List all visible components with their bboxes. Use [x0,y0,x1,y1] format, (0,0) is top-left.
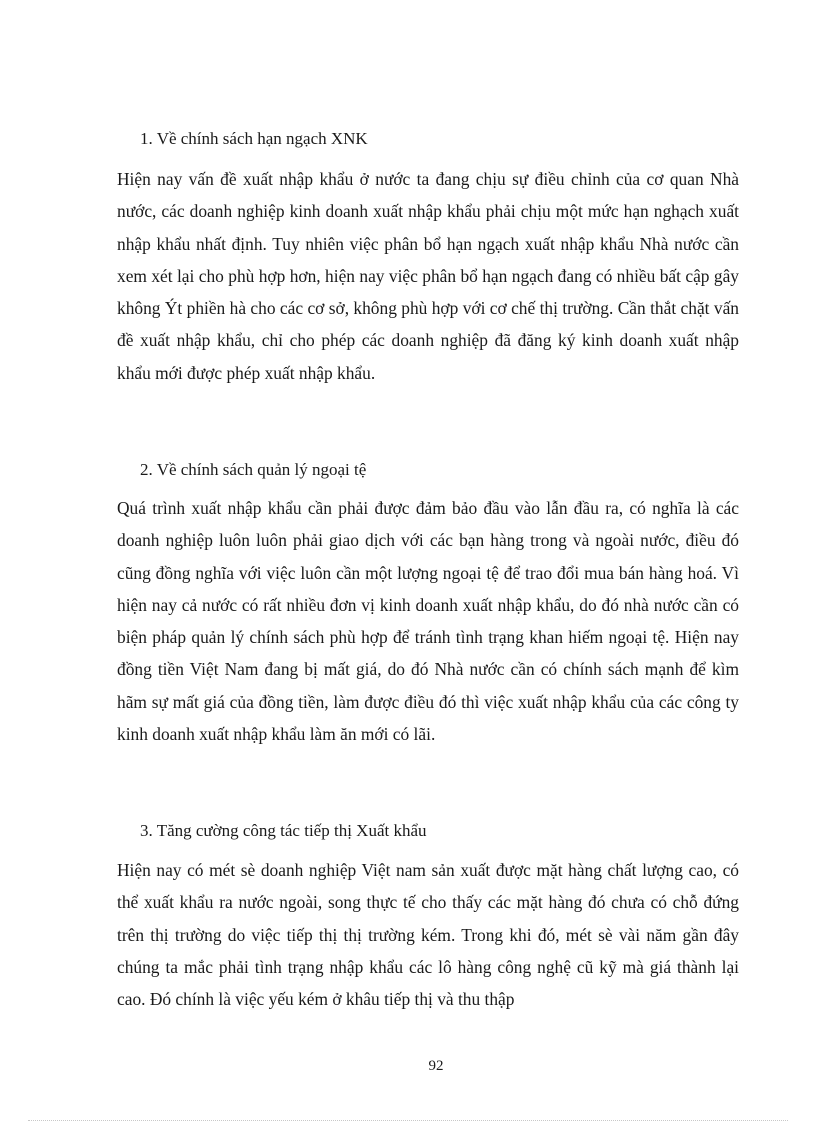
section-paragraph: Quá trình xuất nhập khẩu cần phải được đảm bảo đầu vào lẫn đầu ra, có nghĩa là các doanh nghiệp luôn luôn phải giao dịch với các bạn hàng trong và ngoài nước, điều đó cũng đồng nghĩa với việc luôn cần một lượng ngoại tệ để trao đổi mua bán hàng hoá. Vì hiện nay cả nước có rất nhiều đơn vị kinh doanh xuất nhập khẩu, do đó nhà nước cần có biện pháp quản lý chính sách phù hợp để tránh tình trạng khan hiếm ngoại tệ. Hiện nay đồng tiền Việt Nam đang bị mất giá, do đó Nhà nước cần có chính sách mạnh để kìm hãm sự mất giá của đồng tiền, làm được điều đó thì việc xuất nhập khẩu của các công ty kinh doanh xuất nhập khẩu làm ăn mới có lãi. [117,498,739,745]
section-paragraph: Hiện nay vấn đề xuất nhập khẩu ở nước ta đang chịu sự điều chỉnh của cơ quan Nhà nước, các doanh nghiệp kinh doanh xuất nhập khẩu phải chịu một mức hạn nghạch xuất nhập khẩu nhất định. Tuy nhiên việc phân bổ hạn ngạch xuất nhập khẩu Nhà nước cần xem xét lại cho phù hợp hơn, hiện nay việc phân bổ hạn ngạch đang có nhiều bất cập gây không Ýt phiền hà cho các cơ sở, không phù hợp với cơ chế thị trường. Cần thắt chặt vấn đề xuất nhập khẩu, chỉ cho phép các doanh nghiệp đã đăng ký kinh doanh xuất nhập khẩu mới được phép xuất nhập khẩu. [117,169,739,383]
section-heading: 3. Tăng cường công tác tiếp thị Xuất khẩu [140,821,427,840]
section-heading: 2. Về chính sách quản lý ngoại tệ [140,460,367,479]
section-paragraph: Hiện nay có mét sè doanh nghiệp Việt nam sản xuất được mặt hàng chất lượng cao, có thể xuất khẩu ra nước ngoài, song thực tế cho thấy các mặt hàng đó chưa có chỗ đứng trên thị trường do việc tiếp thị thị trường kém. Trong khi đó, mét sè vài năm gần đây chúng ta mắc phải tình trạng nhập khẩu các lô hàng công nghệ cũ kỹ mà giá thành lại cao. Đó chính là việc yếu kém ở khâu tiếp thị và thu thập [117,860,739,1010]
section-heading: 1. Về chính sách hạn ngạch XNK [140,129,368,148]
page-number: 92 [428,1058,444,1074]
page-bottom-divider [28,1120,788,1121]
